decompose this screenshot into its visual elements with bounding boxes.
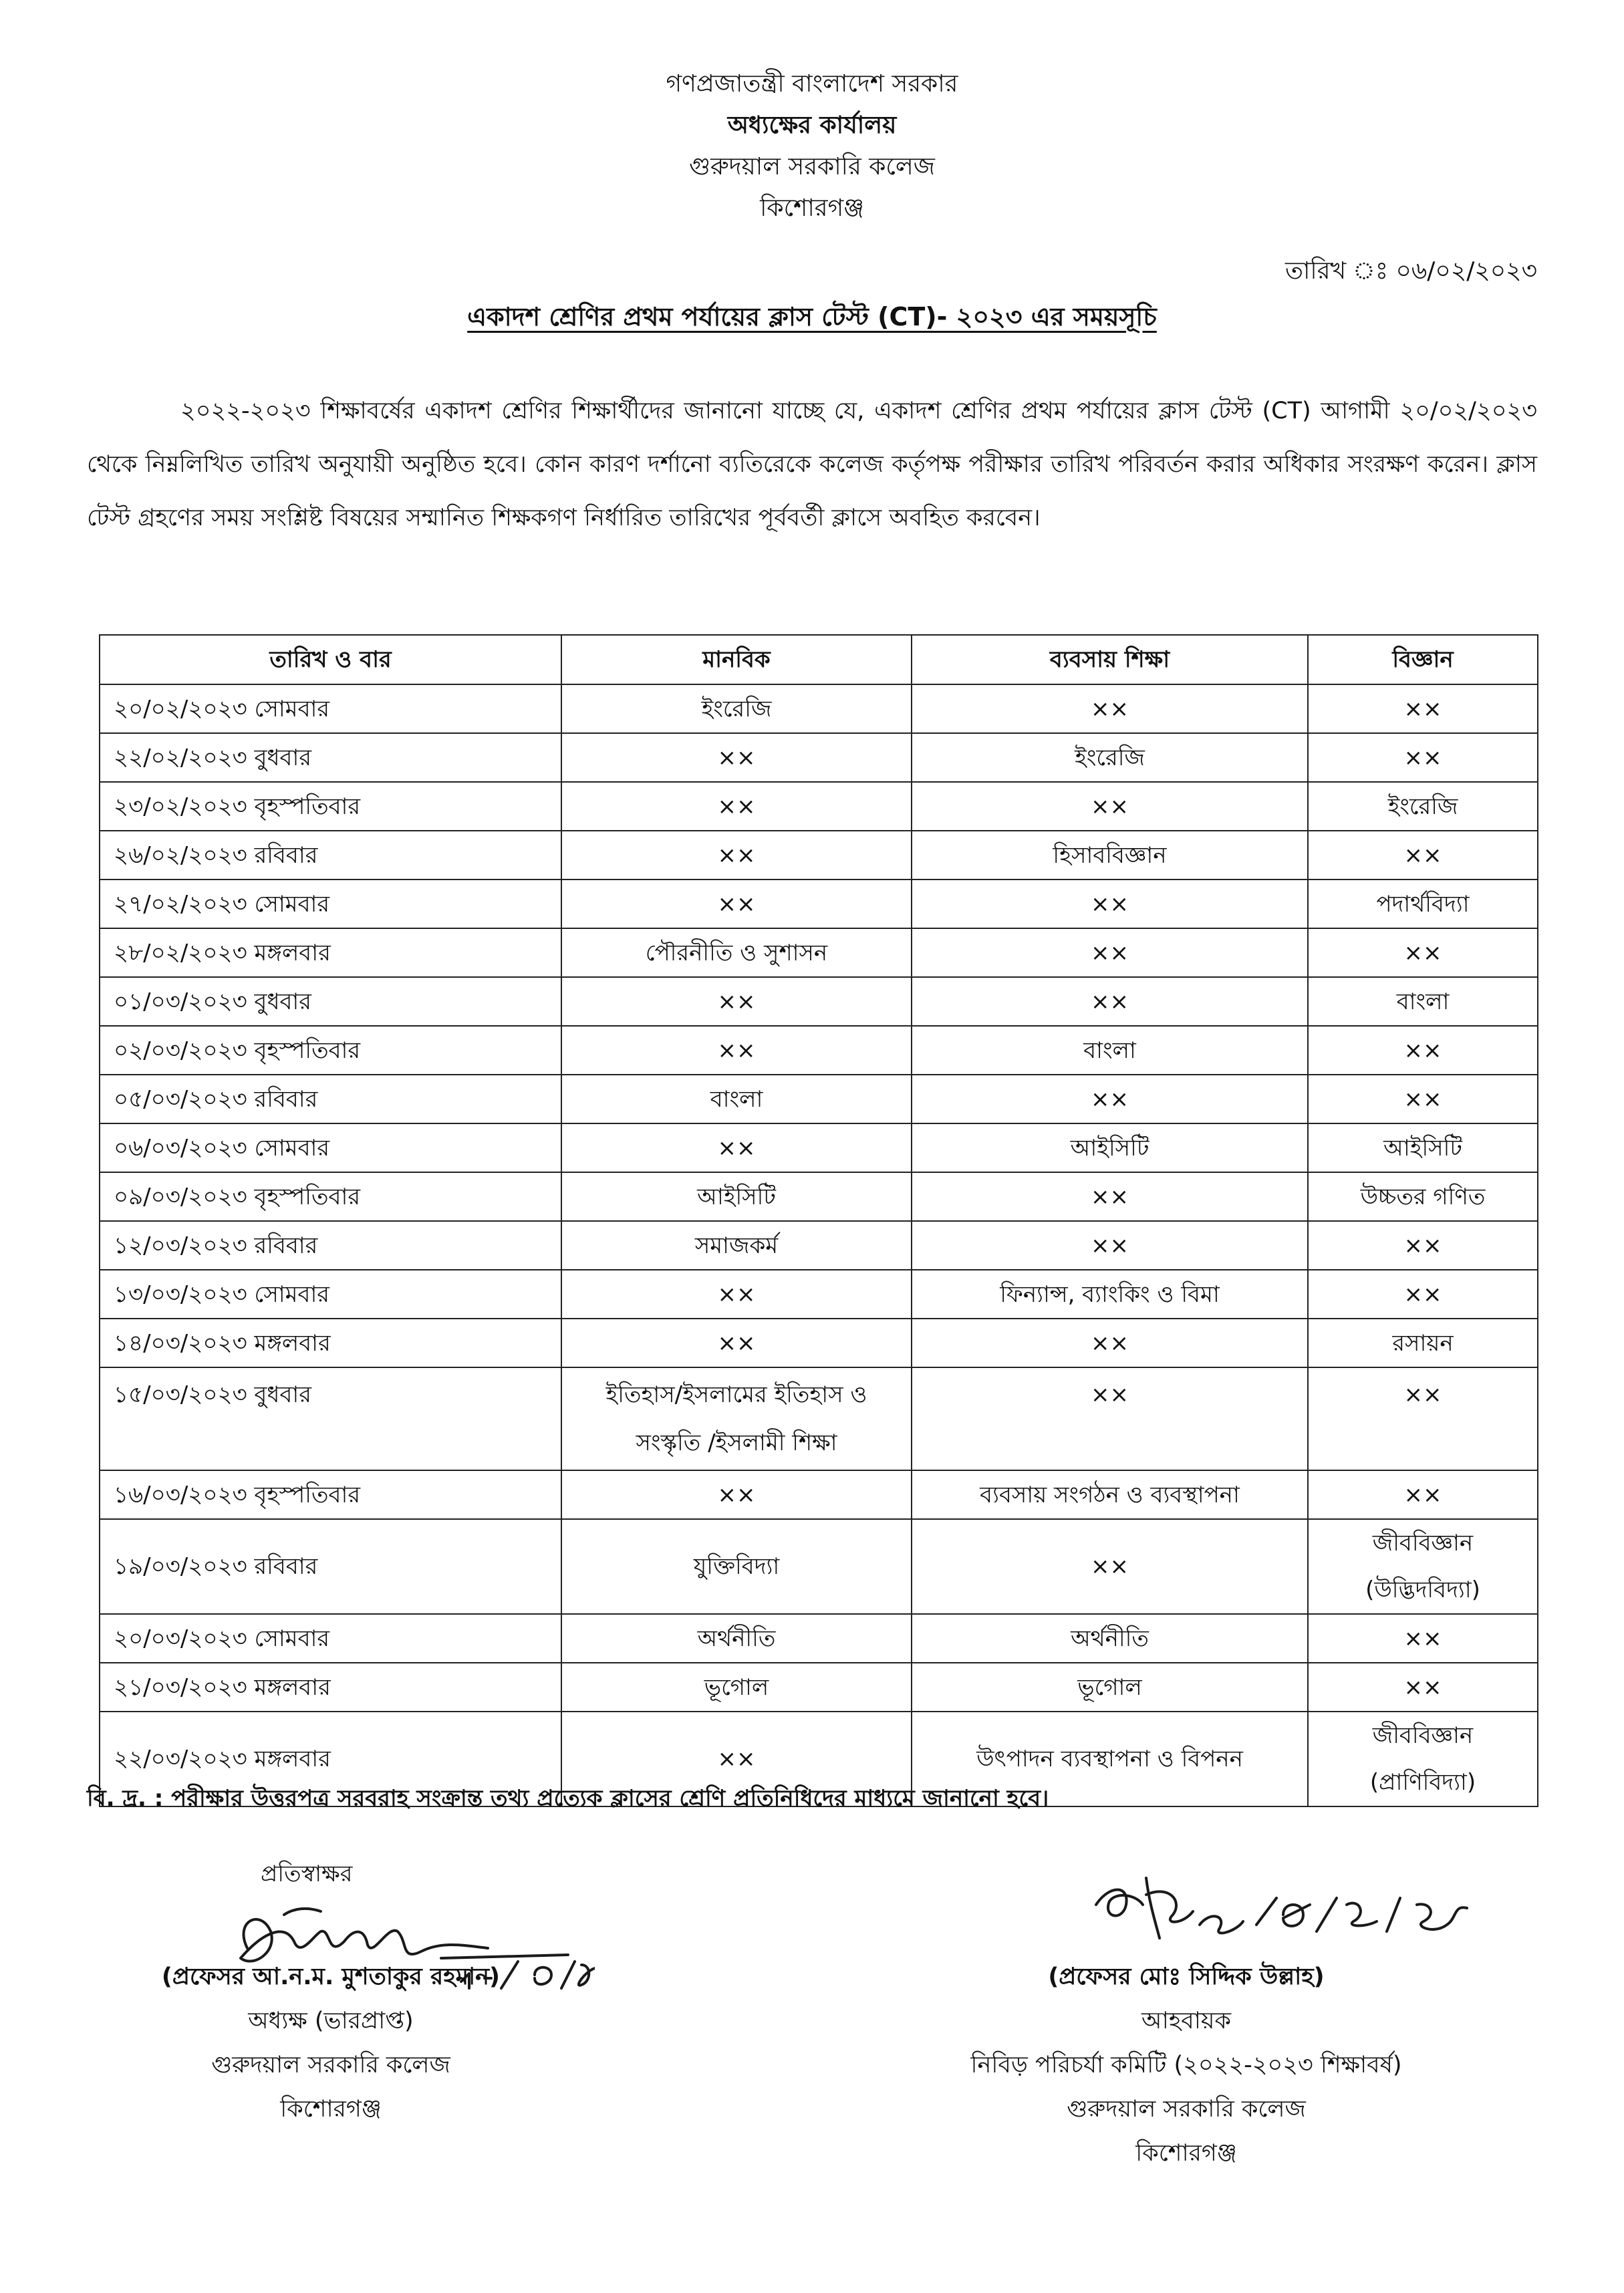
row-science: ইংরেজি — [1308, 782, 1538, 831]
row-humanities: যুক্তিবিদ্যা — [561, 1519, 912, 1614]
row-science: ×× — [1308, 1221, 1538, 1270]
table-row — [100, 928, 1538, 977]
header-business: ব্যবসায় শিক্ষা — [912, 635, 1308, 684]
right-signatory — [875, 1955, 1497, 2175]
row-business: ×× — [912, 880, 1308, 928]
row-business: ইংরেজি — [912, 733, 1308, 782]
government-name: গণপ্রজাতন্ত্রী বাংলাদেশ সরকার — [666, 70, 958, 98]
row-date-day: ১৯/০৩/২০২৩ রবিবার — [100, 1519, 561, 1614]
table-row — [100, 1519, 1538, 1614]
row-humanities: পৌরনীতি ও সুশাসন — [561, 928, 912, 977]
row-business: ×× — [912, 977, 1308, 1026]
row-humanities: আইসিটি — [561, 1172, 912, 1221]
college-name: গুরুদয়াল সরকারি কলেজ — [689, 153, 935, 180]
row-science: পদার্থবিদ্যা — [1308, 880, 1538, 928]
right-signatory-committee: নিবিড় পরিচর্যা কমিটি (২০২২-২০২৩ শিক্ষাবর্ষ) — [970, 2052, 1402, 2078]
row-science: আইসিটি — [1308, 1123, 1538, 1172]
row-business: ব্যবসায় সংগঠন ও ব্যবস্থাপনা — [912, 1470, 1308, 1519]
row-date-day: ২৭/০২/২০২৩ সোমবার — [100, 880, 561, 928]
row-date-day: ০২/০৩/২০২৩ বৃহস্পতিবার — [100, 1026, 561, 1075]
row-date-day: ১৩/০৩/২০২৩ সোমবার — [100, 1270, 561, 1319]
table-row — [100, 1221, 1538, 1270]
table-row — [100, 1172, 1538, 1221]
row-science: ×× — [1308, 928, 1538, 977]
row-business: আইসিটি — [912, 1123, 1308, 1172]
right-signatory-college: গুরুদয়াল সরকারি কলেজ — [1067, 2096, 1306, 2123]
row-science: ×× — [1308, 1470, 1538, 1519]
header-science: বিজ্ঞান — [1308, 635, 1538, 684]
row-date-day: ২৩/০২/২০২৩ বৃহস্পতিবার — [100, 782, 561, 831]
table-row — [100, 880, 1538, 928]
row-science: ×× — [1308, 1270, 1538, 1319]
row-humanities: সমাজকর্ম — [561, 1221, 912, 1270]
row-science: উচ্চতর গণিত — [1308, 1172, 1538, 1221]
row-date-day: ২৮/০২/২০২৩ মঙ্গলবার — [100, 928, 561, 977]
table-row — [100, 782, 1538, 831]
right-signature — [1083, 1865, 1497, 1965]
table-row — [100, 1123, 1538, 1172]
row-business: ×× — [912, 1221, 1308, 1270]
row-humanities: ×× — [561, 1712, 912, 1806]
table-header-row — [100, 635, 1538, 684]
row-business: ভূগোল — [912, 1663, 1308, 1712]
right-signatory-name: (প্রফেসর মোঃ সিদ্দিক উল্লাহ) — [1048, 1964, 1325, 1990]
header-date-day: তারিখ ও বার — [100, 635, 561, 684]
row-date-day: ১৫/০৩/২০২৩ বুধবার — [100, 1367, 561, 1470]
row-business: উৎপাদন ব্যবস্থাপনা ও বিপনন — [912, 1712, 1308, 1806]
row-business: ×× — [912, 1519, 1308, 1614]
right-signatory-designation: আহবায়ক — [1141, 2008, 1231, 2034]
table-row — [100, 1614, 1538, 1663]
header-humanities: মানবিক — [561, 635, 912, 684]
left-signatory — [100, 1955, 561, 2131]
row-date-day: ২১/০৩/২০২৩ মঙ্গলবার — [100, 1663, 561, 1712]
left-signatory-city: কিশোরগঞ্জ — [280, 2096, 382, 2123]
table-row — [100, 1319, 1538, 1367]
row-humanities: ইংরেজি — [561, 684, 912, 733]
row-date-day: ২২/০৩/২০২৩ মঙ্গলবার — [100, 1712, 561, 1806]
left-signatory-name: (প্রফেসর আ.ন.ম. মুশতাকুর রহমান) — [161, 1964, 501, 1990]
row-humanities: ভূগোল — [561, 1663, 912, 1712]
row-science: বাংলা — [1308, 977, 1538, 1026]
row-business: অর্থনীতি — [912, 1614, 1308, 1663]
row-humanities: ×× — [561, 1026, 912, 1075]
row-humanities: ×× — [561, 977, 912, 1026]
notice-paragraph: ২০২২-২০২৩ শিক্ষাবর্ষের একাদশ শ্রেণির শিক্ষার্থীদের জানানো যাচ্ছে যে, একাদশ শ্রেণির প্রথম পর্যায়ের ক্লাস টেস্ট (CT) আগামী ২০/০২/২০২৩ থেকে নিম্নলিখিত তারিখ অনুযায়ী অনুষ্ঠিত হবে। কোন কারণ দর্শানো ব্যতিরেকে কলেজ কর্তৃপক্ষ পরীক্ষার তারিখ পরিবর্তন করার অধিকার সংরক্ষণ করেন। ক্লাস টেস্ট গ্রহণের সময় সংশ্লিষ্ট বিষয়ের সম্মানিত শিক্ষকগণ নির্ধারিত তারিখের পূর্ববর্তী ক্লাসে অবহিত করবেন। — [87, 398, 1537, 531]
table-row — [100, 1663, 1538, 1712]
right-signatory-city: কিশোরগঞ্জ — [1135, 2140, 1237, 2167]
row-date-day: ০৯/০৩/২০২৩ বৃহস্পতিবার — [100, 1172, 561, 1221]
table-row — [100, 831, 1538, 880]
row-date-day: ১৬/০৩/২০২৩ বৃহস্পতিবার — [100, 1470, 561, 1519]
row-science: ×× — [1308, 831, 1538, 880]
notice-title-text: একাদশ শ্রেণির প্রথম পর্যায়ের ক্লাস টেস্ট (CT)- ২০২৩ এর সময়সূচি — [467, 302, 1157, 331]
row-date-day: ২২/০২/২০২৩ বুধবার — [100, 733, 561, 782]
row-business: বাংলা — [912, 1026, 1308, 1075]
footnote: বি. দ্র. : পরীক্ষার উত্তরপত্র সরবরাহ সংক্রান্ত তথ্য প্রত্যেক ক্লাসের শ্রেণি প্রতিনিধিদের মাধ্যমে জানানো হবে। — [87, 1785, 1049, 1812]
row-date-day: ০৫/০৩/২০২৩ রবিবার — [100, 1075, 561, 1123]
table-row — [100, 1075, 1538, 1123]
row-business: ফিন্যান্স, ব্যাংকিং ও বিমা — [912, 1270, 1308, 1319]
row-humanities: ×× — [561, 831, 912, 880]
row-business: ×× — [912, 1367, 1308, 1470]
row-humanities: ×× — [561, 733, 912, 782]
row-humanities: ইতিহাস/ইসলামের ইতিহাস ও সংস্কৃতি /ইসলামী শিক্ষা — [561, 1367, 912, 1470]
row-humanities: ×× — [561, 782, 912, 831]
row-business: ×× — [912, 928, 1308, 977]
row-date-day: ২০/০২/২০২৩ সোমবার — [100, 684, 561, 733]
left-signatory-designation: অধ্যক্ষ (ভারপ্রাপ্ত) — [248, 2008, 414, 2034]
table-row — [100, 684, 1538, 733]
row-business: ×× — [912, 684, 1308, 733]
row-humanities: ×× — [561, 1319, 912, 1367]
row-date-day: ১২/০৩/২০২৩ রবিবার — [100, 1221, 561, 1270]
row-business: ×× — [912, 1075, 1308, 1123]
row-date-day: ০১/০৩/২০২৩ বুধবার — [100, 977, 561, 1026]
row-science: ×× — [1308, 1663, 1538, 1712]
table-row — [100, 1026, 1538, 1075]
office-name: অধ্যক্ষের কার্যালয় — [727, 112, 897, 139]
table-row — [100, 1470, 1538, 1519]
letterhead — [0, 63, 1624, 229]
row-humanities: ×× — [561, 1123, 912, 1172]
row-business: ×× — [912, 1172, 1308, 1221]
row-science: ×× — [1308, 733, 1538, 782]
row-science: ×× — [1308, 1367, 1538, 1470]
schedule-table — [99, 634, 1538, 1807]
row-humanities: ×× — [561, 1470, 912, 1519]
row-humanities: ×× — [561, 880, 912, 928]
row-humanities: ×× — [561, 1270, 912, 1319]
notice-date: তারিখ ঃ ০৬/০২/২০২৩ — [1284, 257, 1537, 285]
table-row — [100, 1367, 1538, 1470]
row-date-day: ২৬/০২/২০২৩ রবিবার — [100, 831, 561, 880]
row-science: রসায়ন — [1308, 1319, 1538, 1367]
row-science: ×× — [1308, 1614, 1538, 1663]
row-business: ×× — [912, 1319, 1308, 1367]
row-humanities: অর্থনীতি — [561, 1614, 912, 1663]
left-signatory-college: গুরুদয়াল সরকারি কলেজ — [211, 2052, 450, 2078]
row-date-day: ১৪/০৩/২০২৩ মঙ্গলবার — [100, 1319, 561, 1367]
table-row — [100, 1270, 1538, 1319]
schedule-body — [100, 684, 1538, 1806]
row-date-day: ০৬/০৩/২০২৩ সোমবার — [100, 1123, 561, 1172]
row-science: ×× — [1308, 684, 1538, 733]
row-science: ×× — [1308, 1026, 1538, 1075]
table-row — [100, 733, 1538, 782]
row-date-day: ২০/০৩/২০২৩ সোমবার — [100, 1614, 561, 1663]
row-business: ×× — [912, 782, 1308, 831]
city-name: কিশোরগঞ্জ — [760, 194, 864, 222]
notice-title — [0, 297, 1624, 340]
countersign-label: প্রতিস্বাক্ষর — [261, 1861, 353, 1887]
row-science: জীববিজ্ঞান (উদ্ভিদবিদ্যা) — [1308, 1519, 1538, 1614]
row-humanities: বাংলা — [561, 1075, 912, 1123]
table-row — [100, 977, 1538, 1026]
row-business: হিসাববিজ্ঞান — [912, 831, 1308, 880]
row-science: ×× — [1308, 1075, 1538, 1123]
row-science: জীববিজ্ঞান (প্রাণিবিদ্যা) — [1308, 1712, 1538, 1806]
